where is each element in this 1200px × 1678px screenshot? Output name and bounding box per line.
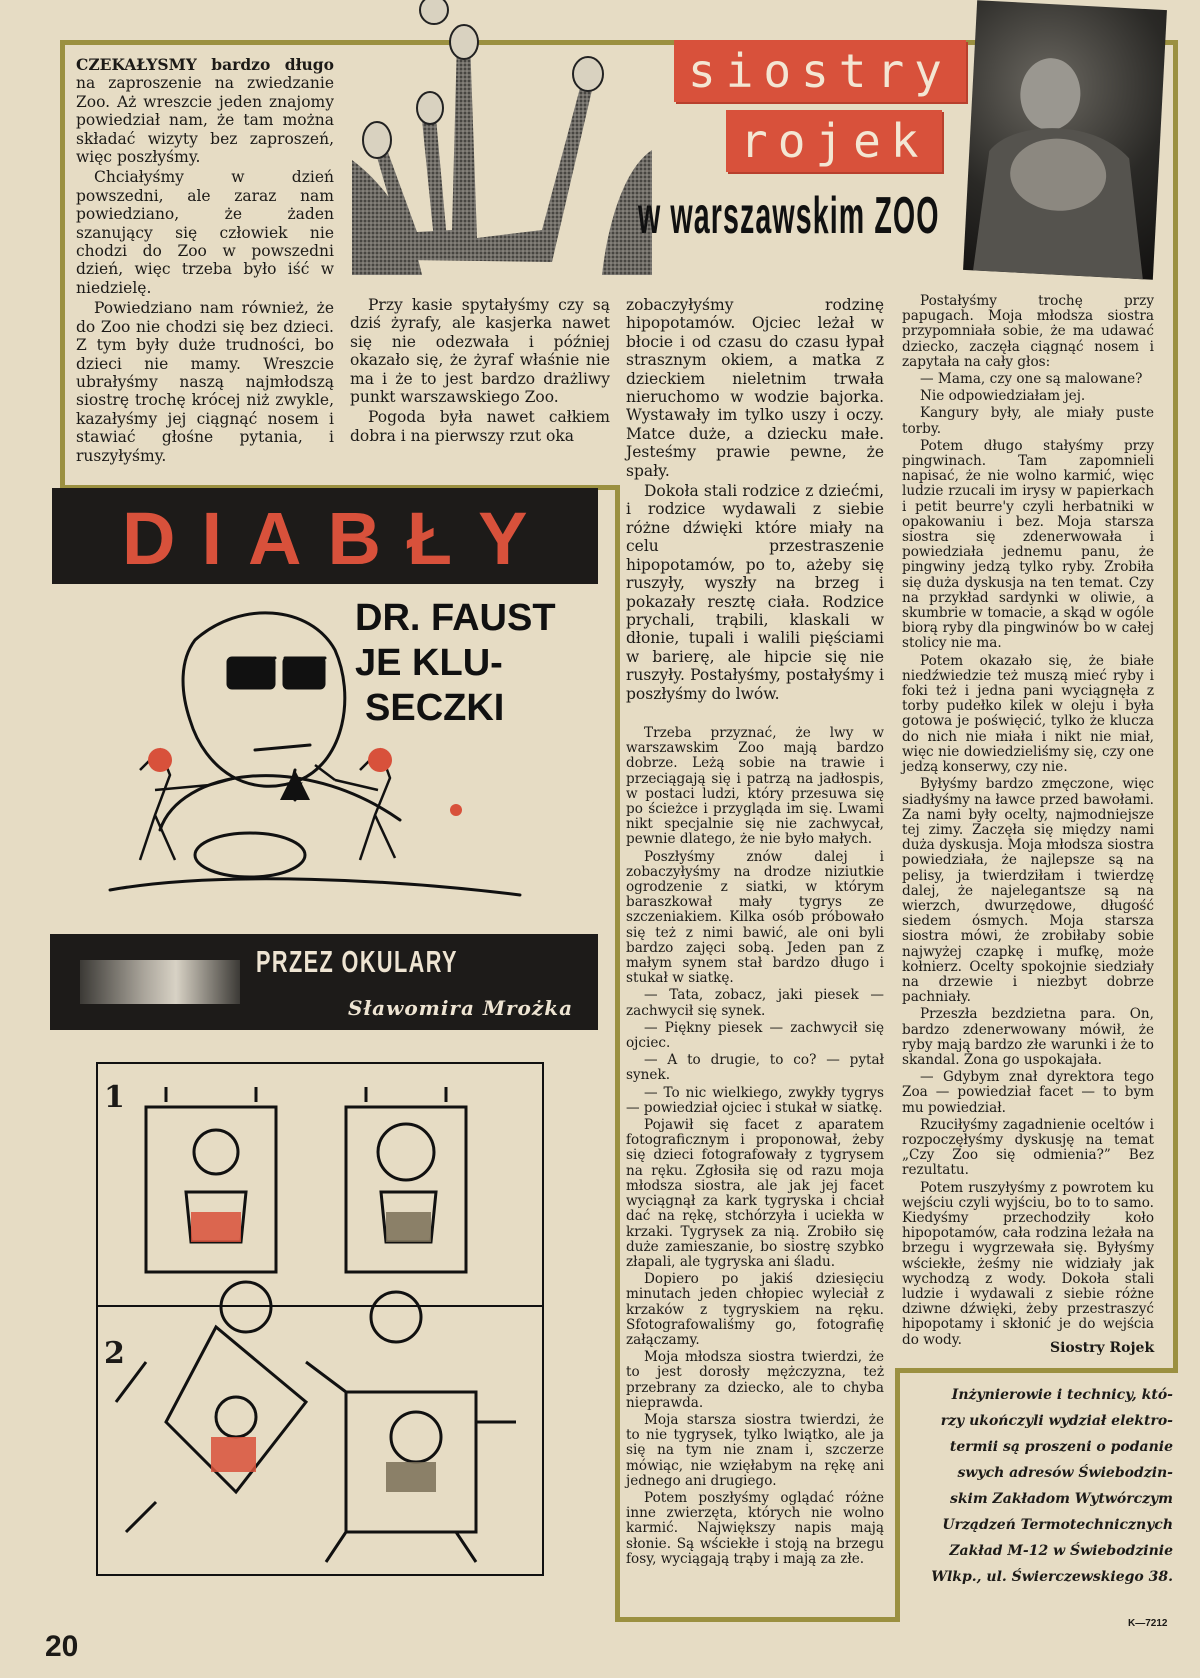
article-paragraph: na zaproszenie na zwiedzanie Zoo. Aż wreszcie jeden znajomy powiedział nam, że tam można składać wizyty bez zaproszeń, więc poszłyśmy. [76, 74, 334, 167]
article-column-3-small [626, 726, 884, 1569]
article-paragraph: — Tata, zobacz, jaki piesek — zachwycił się synek. [626, 987, 884, 1019]
article-paragraph: zobaczyłyśmy rodzinę hipopotamów. Ojciec leżał w błocie i od czasu do czasu łypał strasznym okiem, a matka z dzieckiem nieletnim trwała nieruchomo w wodzie bajorka. Wystawały im tylko uszy i oczy. Matce duże, a dziecku małe. Jesteśmy prawie pewne, że spały. [626, 296, 884, 480]
article-paragraph: — Mama, czy one są malowane? [920, 371, 1143, 388]
article-paragraph: Chciałyśmy w dzień powszedni, ale zaraz nam powiedziano, że żaden szanujący się człowiek nie chodzi do Zoo w powszedni dzień, więc trzeba było iść w niedzielę. [76, 168, 334, 297]
notice-line: swych adresów Świebodzin- [957, 1465, 1173, 1481]
notice-code: K—7212 [1128, 1618, 1168, 1629]
article-paragraph: Moja starsza siostra twierdzi, że to nie tygrysek, tylko lwiątko, ale ja się na tym nie znam i, szczerze mówiąc, nie wzięłabym na rękę ani jednego ani drugiego. [626, 1411, 884, 1489]
frame-bottom [615, 1617, 900, 1622]
faust-caption-line1: DR. FAUST [355, 600, 556, 639]
article-column-2 [350, 296, 610, 447]
engineers-notice [905, 1382, 1173, 1590]
notice-line: termii są proszeni o podanie [949, 1439, 1173, 1455]
article-paragraph: Powiedziano nam również, że do Zoo nie chodzi się bez dzieci. Z tym były duże trudności, bo dzieci nie mamy. Wreszcie ubrałyśmy naszą najmłodszą siostrę trochę krócej niż zwykle, kazałyśmy jej ciągnąć nosem i stawiać głośne pytania, i ruszyłyśmy. [76, 299, 334, 465]
notice-line: Wlkp., ul. Świerczewskiego 38. [931, 1569, 1173, 1585]
notice-line: Inżynierowie i technicy, któ- [951, 1387, 1173, 1403]
article-paragraph: Poszłyśmy znów dalej i zobaczyłyśmy na drodze niziutkie ogrodzenie z siatki, w którym baraszkował mały tygrys ze szczeniakiem. Kilka osób próbowało się też z nimi bawić, ale oni byli bardzo zajęci sobą. Jeden pan z małym synem stał bardzo długo i stukał w siatkę. [626, 848, 884, 987]
article-paragraph: Dopiero po jakiś dziesięciu minutach jeden chłopiec wyleciał z krzaków z tygryskiem na ręku. Sfotografowaliśmy go, fotografię załączamy. [626, 1271, 884, 1348]
notice-line: skim Zakładom Wytwórczym [949, 1491, 1173, 1507]
frame-step [895, 1368, 900, 1620]
comic-drawings [96, 1062, 542, 1574]
przez-okulary-title: PRZEZ OKULARY [256, 944, 458, 979]
article-signature: Siostry Rojek [1050, 1340, 1155, 1356]
panel-number-1: 1 [104, 1080, 125, 1115]
frame-right [1173, 40, 1178, 1370]
frame-center-vertical [615, 485, 620, 1620]
article-paragraph: Postałyśmy trochę przy papugach. Moja młodsza siostra przypomniała sobie, że ma udawać dziecko, zaczęła ciągnąć nosem i zapytała na cały głos: [902, 293, 1154, 370]
title-siostry: siostry [674, 40, 966, 102]
article-paragraph: Dokoła stali rodzice z dziećmi, i rodzice wydawali z siebie różne dźwięki które miały na celu przestraszenie hipopotamów, po to, ażeby się ruszyły, wyszły na brzeg i pokazały resztę ciała. Rodzice prychali, trąbili, klaskali w dłonie, tupali i walili pięściami w barierę, ale hipcie się nie ruszyły. Postałyśmy, postałyśmy i poszłyśmy do lwów. [626, 482, 884, 703]
article-paragraph: Rzuciłyśmy zagadnienie oceltów i rozpoczęłyśmy dyskusję na temat „Czy Zoo się odmienia?” Bez rezultatu. [902, 1116, 1154, 1179]
article-paragraph: Potem okazało się, że białe niedźwiedzie też muszą mieć ryby i foki też i jedna pani wyciągnęła z torby pudełko kilek w oleju i była gotowa je poświęcić, tylko że klucza do nich nie miała i nikt nie miał, więc nie dowiedzieliśmy się, czy one jedzą konserwy, czy nie. [902, 652, 1154, 776]
article-paragraph: — Piękny piesek — zachwycił się ojciec. [626, 1019, 884, 1052]
faust-caption-line3: SECZKI [365, 687, 505, 729]
notice-line: Zakład M-12 w Świebodzinie [949, 1543, 1173, 1559]
article-paragraph: Przeszła bezdzietna para. On, bardzo zdenerwowany mówił, że ryby mają bardzo złe warunki i że to skandal. Żona go uspokajała. [902, 1006, 1154, 1068]
faust-caption-line2: JE KLU- [355, 642, 503, 684]
article-column-4 [902, 294, 1154, 1350]
title-w-warszawskim-zoo: w warszawskim ZOO [638, 187, 940, 245]
panel-number-2: 2 [104, 1336, 125, 1371]
article-paragraph: Pojawił się facet z aparatem fotograficznym i proponował, żeby się dzieci fotografowały z tygrysem na ręku. Zgłosiła się od razu moja młodsza siostra, ale jak jej facet wyciągnął za kark tygryska i chciał dać na rękę, stchórzyła i uciekła w krzaki. Tygrysek za nią. Zrobiło się duże zamieszanie, bo siostrę szybko złapali, ale tygryska ani śladu. [626, 1117, 884, 1270]
notice-line: rzy ukończyli wydział elektro- [940, 1413, 1173, 1429]
notice-line: Urządzeń Termotechnicznych [942, 1517, 1173, 1533]
article-paragraph: Nie odpowiedziałam jej. [920, 388, 1086, 405]
article-column-3 [626, 296, 884, 705]
article-paragraph: Potem długo stałyśmy przy pingwinach. Tam zapomnieli napisać, że nie wolno karmić, więc ludzie rzucali im irysy w papierkach i petit beurre'y czyli herbatniki w opakowaniu i bez. Moja starsza siostra się zdenerwowała i powiedziała jednemu panu, że pingwiny jedzą tylko ryby. Zrobiła się duża dyskusja na ten temat. Czy na przykład sardynki w oliwie, a skumbrie w tomacie, a skąd w ogóle biorą ryby dla pingwinów bo w całej stolicy nie ma. [902, 437, 1154, 652]
page-number: 20 [45, 1630, 79, 1663]
article-paragraph: Potem ruszyłyśmy z powrotem ku wejściu czyli wyjściu, bo to to samo. Kiedyśmy przechodziły koło hipopotamów, cała rodzina leżała na brzegu i wygrzewała się. Byłyśmy wściekłe, żeśmy nie widziały jak wychodzą z wody. Dokoła stali ludzie i wydawali z siebie różne dziwne dźwięki, żeby przestraszyć hipopotamy i skłonić je do wejścia do wody. [902, 1179, 1154, 1348]
faust-cartoon [100, 600, 580, 910]
photo-figure [963, 0, 1167, 280]
eyes-photo-strip [80, 960, 240, 1004]
article-paragraph: Byłyśmy bardzo zmęczone, więc siadłyśmy na ławce przed bawołami. Za nami były ocelty, najmodniejsze tej zimy. Zaczęła się między nami duża dyskusja. Moja młodsza siostra powiedziała, że najlepsze są na pelisy, ja twierdziłam i twierdzę dalej, że najelegantsze są na wierzch, dwurzędowe, długość siedem ósmych. Moja starsza siostra mówi, że zrobiłaby sobie najwyżej czapkę i mufkę, może kołnierz. Ocelty spokojnie siedziały na drzewie i niezbyt dobrze pachniały. [902, 776, 1154, 1006]
article-paragraph: Kangury były, ale miały puste torby. [902, 405, 1154, 437]
photo-boy-with-cub [963, 0, 1167, 280]
article-paragraph: — Gdybym znał dyrektora tego Zoa — powiedział facet — to bym mu powiedział. [902, 1069, 1154, 1116]
title-rojek: rojek [726, 110, 942, 172]
article-paragraph: Potem poszłyśmy oglądać różne inne zwierzęta, których nie wolno karmić. Największy napis mają słonie. Są wściekłe i stoją na brzegu fosy, wyciągają trąby i mają za złe. [626, 1489, 884, 1567]
frame-bottom-right [895, 1368, 1178, 1373]
article-column-1 [76, 56, 334, 467]
article-paragraph: Trzeba przyznać, że lwy w warszawskim Zoo mają bardzo dobrze. Leżą sobie na trawie i przeciągają się i patrzą na jadłospis, w postaci ludzi, który przesuwa się po ścieżce i przygląda im się. Lwami nikt specjalnie się nie zachwycał, pewnie dlatego, że nie było małych. [626, 725, 884, 848]
article-paragraph: Przy kasie spytałyśmy czy są dziś żyrafy, ale kasjerka nawet się nie odezwała i później okazało się, że żyraf właśnie nie ma i że to jest bardzo drażliwy punkt warszawskiego Zoo. [350, 296, 610, 407]
diably-title: DIABŁY [122, 497, 554, 580]
article-paragraph: — A to drugie, to co? — pytał synek. [626, 1052, 884, 1084]
article-paragraph: — To nic wielkiego, zwykły tygrys — powiedział ojciec i stukał w siatkę. [626, 1084, 884, 1116]
giraffe-illustration [352, 0, 652, 275]
article-lead: CZEKAŁYSMY bardzo długo [76, 55, 334, 74]
article-paragraph: Pogoda była nawet całkiem dobra i na pierwszy rzut oka [350, 408, 610, 445]
article-paragraph: Moja młodsza siostra twierdzi, że to jest dorosły mężczyzna, też przebrany za dziecko, ale to chyba nieprawda. [626, 1349, 884, 1411]
mrozek-author: Sławomira Mrożka [348, 996, 574, 1020]
frame-left-top [60, 40, 65, 490]
